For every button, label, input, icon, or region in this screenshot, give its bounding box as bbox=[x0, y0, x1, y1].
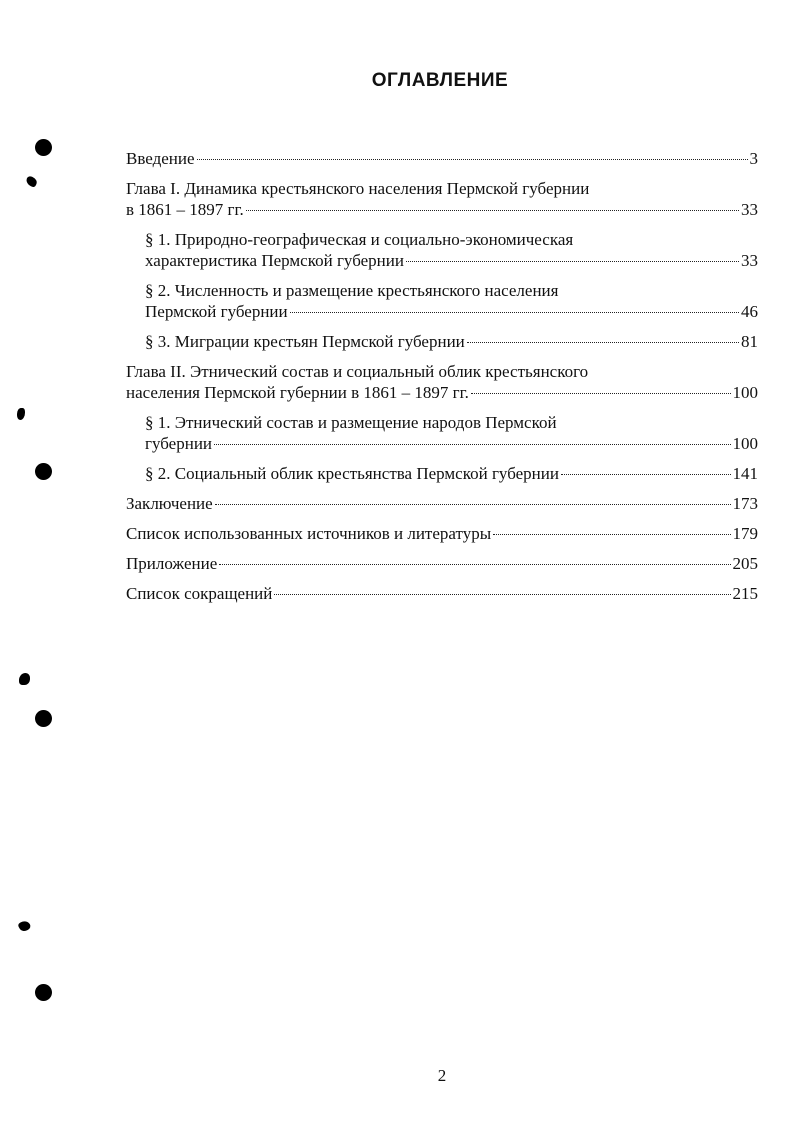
toc-entry-text: губернии bbox=[145, 434, 213, 453]
toc-entry bbox=[126, 229, 758, 271]
scan-speck-marker bbox=[25, 175, 39, 188]
toc-page-number: 100 bbox=[732, 434, 758, 453]
dot-leader bbox=[246, 210, 739, 211]
toc-entry bbox=[126, 361, 758, 403]
dot-leader bbox=[219, 564, 730, 565]
toc-entry bbox=[126, 463, 758, 484]
toc-entry-row bbox=[126, 523, 758, 544]
toc-entry-row bbox=[126, 199, 758, 220]
binder-hole-marker bbox=[35, 463, 52, 480]
toc-entry-text: Приложение bbox=[126, 554, 218, 573]
toc-entry-text: Заключение bbox=[126, 494, 213, 513]
toc-entry-row bbox=[126, 583, 758, 604]
toc-page-number: 205 bbox=[732, 554, 758, 573]
scan-speck-marker bbox=[17, 408, 25, 420]
toc-page-number: 173 bbox=[732, 494, 758, 513]
toc-entry-text: § 1. Природно-географическая и социально-экономическая bbox=[145, 230, 574, 249]
page-title: ОГЛАВЛЕНИЕ bbox=[371, 70, 509, 91]
toc-entry bbox=[126, 178, 758, 220]
toc-entry-row bbox=[126, 553, 758, 574]
toc-entry-row bbox=[126, 382, 758, 403]
toc-entry-row bbox=[145, 331, 758, 352]
toc-page-number: 179 bbox=[732, 524, 758, 543]
toc-page-number: 3 bbox=[749, 149, 758, 168]
toc-page-number: 46 bbox=[741, 302, 758, 321]
toc-entry bbox=[126, 553, 758, 574]
binder-hole-marker bbox=[35, 139, 52, 156]
dot-leader bbox=[467, 342, 739, 343]
dot-leader bbox=[214, 444, 730, 445]
toc-entry-text: Глава I. Динамика крестьянского населения Пермской губернии bbox=[126, 179, 590, 198]
toc-page-number: 141 bbox=[732, 464, 758, 483]
toc-entry bbox=[126, 280, 758, 322]
toc-entry-row bbox=[126, 148, 758, 169]
toc-entry-text: Глава II. Этнический состав и социальный облик крестьянского bbox=[126, 362, 589, 381]
table-of-contents bbox=[126, 148, 758, 604]
toc-entry-text: в 1861 – 1897 гг. bbox=[126, 200, 244, 219]
toc-entry-row bbox=[145, 463, 758, 484]
toc-entry-text: Список использованных источников и литературы bbox=[126, 524, 492, 543]
binder-hole-marker bbox=[35, 984, 52, 1001]
toc-entry-text: § 2. Численность и размещение крестьянского населения bbox=[145, 281, 559, 300]
dot-leader bbox=[471, 393, 731, 394]
toc-entry-text: Пермской губернии bbox=[145, 302, 288, 321]
scan-speck-marker bbox=[17, 919, 32, 933]
toc-entry-row bbox=[126, 493, 758, 514]
toc-entry bbox=[126, 331, 758, 352]
toc-entry-text: § 3. Миграции крестьян Пермской губернии bbox=[145, 332, 465, 351]
toc-entry-text: населения Пермской губернии в 1861 – 1897 гг. bbox=[126, 383, 469, 402]
dot-leader bbox=[274, 594, 730, 595]
toc-page-number: 81 bbox=[741, 332, 758, 351]
dot-leader bbox=[561, 474, 731, 475]
dot-leader bbox=[290, 312, 739, 313]
toc-entry-row bbox=[145, 301, 758, 322]
toc-entry bbox=[126, 412, 758, 454]
page-number: 2 bbox=[437, 1066, 447, 1085]
toc-entry bbox=[126, 148, 758, 169]
toc-entry-text: Список сокращений bbox=[126, 584, 273, 603]
toc-entry-row bbox=[145, 433, 758, 454]
dot-leader bbox=[406, 261, 739, 262]
dot-leader bbox=[197, 159, 748, 160]
dot-leader bbox=[215, 504, 731, 505]
toc-entry bbox=[126, 523, 758, 544]
toc-page-number: 33 bbox=[741, 251, 758, 270]
dot-leader bbox=[493, 534, 730, 535]
toc-entry bbox=[126, 493, 758, 514]
toc-entry-row bbox=[145, 250, 758, 271]
toc-page-number: 33 bbox=[741, 200, 758, 219]
toc-entry bbox=[126, 583, 758, 604]
toc-entry-text: характеристика Пермской губернии bbox=[145, 251, 404, 270]
toc-entry-text: § 2. Социальный облик крестьянства Пермской губернии bbox=[145, 464, 559, 483]
toc-entry-text: § 1. Этнический состав и размещение народов Пермской bbox=[145, 413, 557, 432]
toc-entry-text: Введение bbox=[126, 149, 195, 168]
toc-page-number: 215 bbox=[732, 584, 758, 603]
binder-hole-marker bbox=[35, 710, 52, 727]
toc-page-number: 100 bbox=[732, 383, 758, 402]
scan-speck-marker bbox=[19, 673, 30, 685]
